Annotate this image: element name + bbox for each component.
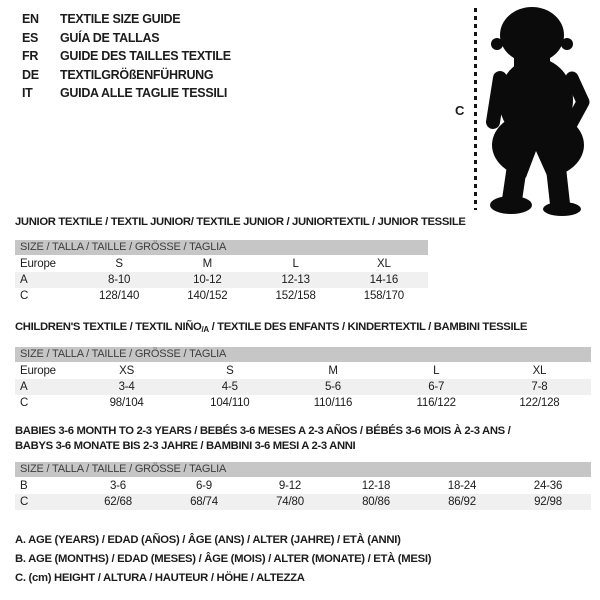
table-cell: 68/74 (190, 496, 218, 508)
table-cell: 62/68 (104, 496, 132, 508)
table-cell: 8-10 (108, 274, 131, 286)
table-row (15, 272, 428, 288)
table-cell: 140/152 (187, 290, 228, 302)
row-label: C (20, 496, 29, 508)
row-label: Europe (20, 258, 56, 270)
table-cell: 18-24 (447, 480, 477, 492)
table-cell: L (292, 258, 299, 270)
table-cell: S (226, 365, 234, 377)
table-row (15, 288, 428, 304)
size-header-bar: SIZE / TALLA / TAILLE / GRÖSSE / TAGLIA (15, 462, 591, 477)
title-text: CHILDREN'S TEXTILE / TEXTIL NIÑO (15, 321, 202, 333)
lang-code: DE (22, 67, 39, 82)
size-table-babies (15, 462, 591, 510)
table-row (15, 395, 591, 411)
lang-title: GUÍA DE TALLAS (60, 30, 160, 45)
table-row (15, 478, 591, 494)
table-cell: 116/122 (416, 397, 456, 409)
row-label: Europe (20, 365, 56, 377)
title-text: / TEXTILE DES ENFANTS / KINDERTEXTIL / BAMBINI TESSILE (208, 321, 528, 333)
table-cell: 128/140 (99, 290, 140, 302)
table-cell: 12-13 (281, 274, 310, 286)
height-dotted-line (474, 8, 477, 210)
size-table-children (15, 347, 591, 411)
table-cell: 4-5 (221, 381, 238, 393)
row-label: C (20, 397, 29, 409)
table-cell: 122/128 (519, 397, 560, 409)
lang-row-it (22, 84, 231, 103)
table-cell: 80/86 (362, 496, 390, 508)
size-header-bar: SIZE / TALLA / TAILLE / GRÖSSE / TAGLIA (15, 240, 428, 255)
lang-code: EN (22, 12, 39, 26)
height-measure-label: C (455, 103, 465, 118)
table-cell: XL (532, 365, 547, 377)
row-label: A (20, 274, 28, 286)
lang-code: IT (22, 86, 33, 101)
row-label: A (20, 381, 28, 393)
table-cell: M (202, 258, 213, 270)
table-cell: 14-16 (369, 274, 399, 286)
table-cell: 6-7 (428, 381, 445, 393)
title-line-2: BABYS 3-6 MONATE BIS 2-3 JAHRE / BAMBINI 3-6 MESI A 2-3 ANNI (15, 440, 356, 452)
table-cell: 74/80 (276, 496, 304, 508)
footnote-c: C. (cm) HEIGHT / ALTURA / HAUTEUR / HÖHE / ALTEZZA (15, 571, 305, 584)
footnote-b: B. AGE (MONTHS) / EDAD (MESES) / ÂGE (MOIS) / ALTER (MONATE) / ETÀ (MESI) (15, 552, 432, 565)
section-title-junior: JUNIOR TEXTILE / TEXTIL JUNIOR/ TEXTILE JUNIOR / JUNIORTEXTIL / JUNIOR TESSILE (15, 216, 466, 228)
lang-code: ES (22, 30, 39, 45)
section-title-babies (15, 424, 591, 454)
table-cell: XL (377, 258, 391, 270)
size-header-bar: SIZE / TALLA / TAILLE / GRÖSSE / TAGLIA (15, 347, 591, 362)
title-line-1: BABIES 3-6 MONTH TO 2-3 YEARS / BEBÉS 3-6 MESES A 2-3 AÑOS / BÉBÉS 3-6 MOIS À 2-3 ANS / (15, 425, 511, 437)
table-cell: 10-12 (193, 274, 222, 286)
table-row (15, 363, 591, 379)
table-cell: 98/104 (109, 397, 144, 409)
row-label: C (20, 290, 29, 302)
lang-code: FR (22, 49, 39, 64)
lang-title: TEXTILGRÖßENFÜHRUNG (60, 67, 214, 82)
table-cell: M (328, 365, 338, 377)
table-row (15, 256, 428, 272)
table-cell: 110/116 (313, 397, 353, 409)
table-row (15, 379, 591, 395)
table-cell: 5-6 (324, 381, 342, 393)
table-row (15, 494, 591, 510)
table-cell: 12-18 (361, 480, 391, 492)
table-cell: 158/170 (363, 290, 404, 302)
baby-silhouette (483, 4, 597, 216)
table-cell: L (433, 365, 440, 377)
lang-row-de (22, 66, 231, 85)
footnote-a: A. AGE (YEARS) / EDAD (AÑOS) / ÂGE (ANS) / ALTER (JAHRE) / ETÀ (ANNI) (15, 534, 401, 546)
lang-title: GUIDE DES TAILLES TEXTILE (60, 49, 231, 64)
table-cell: 3-6 (109, 480, 127, 492)
table-cell: S (115, 258, 123, 270)
table-cell: 92/98 (534, 496, 562, 508)
table-cell: 86/92 (448, 496, 476, 508)
lang-title: TEXTILE SIZE GUIDE (60, 12, 181, 26)
lang-title: GUIDA ALLE TAGLIE TESSILI (60, 86, 228, 101)
title-subscript: /A (201, 325, 209, 334)
table-cell: 24-36 (533, 480, 563, 492)
table-cell: 3-4 (118, 381, 135, 393)
table-cell: XS (119, 365, 135, 377)
footnotes (15, 531, 431, 587)
row-label: B (20, 480, 28, 492)
table-cell: 9-12 (278, 480, 302, 492)
table-cell: 6-9 (195, 480, 213, 492)
lang-row-fr (22, 47, 231, 66)
lang-row-es (22, 29, 231, 48)
language-header (22, 10, 231, 103)
size-table-junior (15, 240, 428, 304)
table-cell: 152/158 (275, 290, 316, 302)
section-title-children (15, 320, 591, 335)
table-cell: 104/110 (210, 397, 250, 409)
lang-row-en (22, 10, 231, 29)
table-cell: 7-8 (531, 381, 548, 393)
